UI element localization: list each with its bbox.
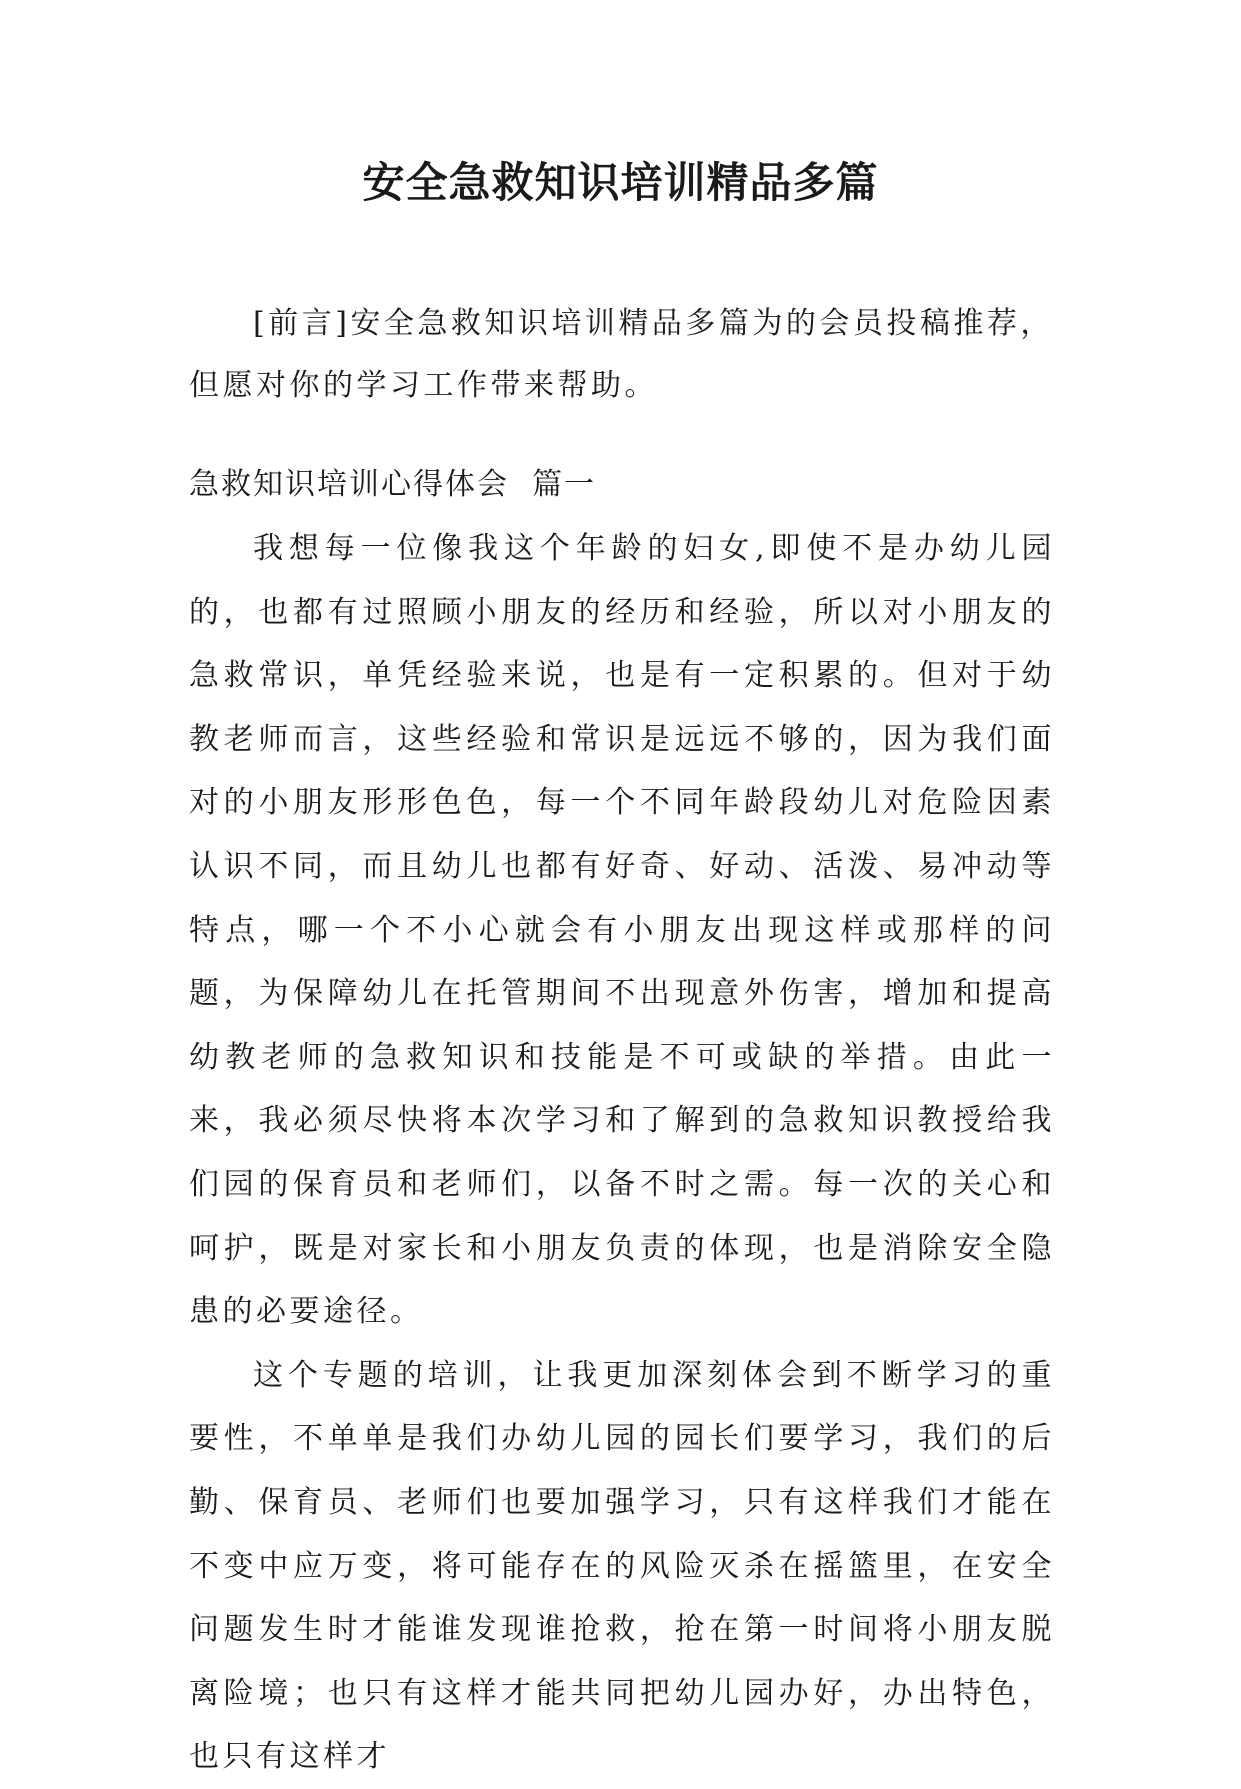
article-body bbox=[189, 517, 1055, 1789]
body-paragraph-2: 这个专题的培训，让我更加深刻体会到不断学习的重要性，不单单是我们办幼儿园的园长们要学习，我们的后勤、保育员、老师们也要加强学习，只有这样我们才能在不变中应万变，将可能存在的风险灭杀在摇篮里，在安全问题发生时才能谁发现谁抢救，抢在第一时间将小朋友脱离险境；也只有这样才能共同把幼儿园办好，办出特色，也只有这样才 bbox=[189, 1357, 1055, 1775]
section-heading: 急救知识培训心得体会 篇一 bbox=[189, 467, 597, 502]
preface-paragraph: [前言]安全急救知识培训精品多篇为的会员投稿推荐，但愿对你的学习工作带来帮助。 bbox=[189, 306, 1054, 403]
document-title: 安全急救知识培训精品多篇 bbox=[362, 158, 879, 207]
body-paragraph-1: 我想每一位像我这个年龄的妇女,即使不是办幼儿园的，也都有过照顾小朋友的经历和经验，所以对小朋友的急救常识，单凭经验来说，也是有一定积累的。但对于幼教老师而言，这些经验和常识是远远不够的，因为我们面对的小朋友形形色色，每一个不同年龄段幼儿对危险因素认识不同，而且幼儿也都有好奇、好动、活泼、易冲动等特点，哪一个不小心就会有小朋友出现这样或那样的问题，为保障幼儿在托管期间不出现意外伤害，增加和提高幼教老师的急救知识和技能是不可或缺的举措。由此一来，我必须尽快将本次学习和了解到的急救知识教授给我们园的保育员和老师们，以备不时之需。每一次的关心和呵护，既是对家长和小朋友负责的体现，也是消除安全隐患的必要途径。 bbox=[189, 531, 1055, 1330]
